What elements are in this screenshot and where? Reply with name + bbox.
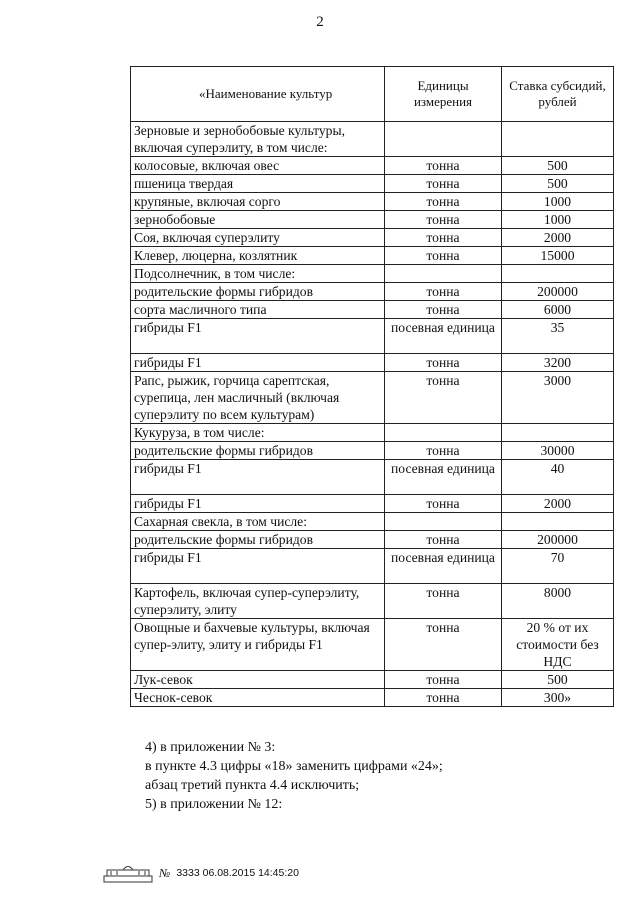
table-row [131, 531, 614, 549]
unit-cell: тонна [385, 175, 502, 193]
rate-cell [502, 424, 614, 442]
table-row [131, 584, 614, 619]
rate-cell: 70 [502, 549, 614, 584]
crop-name-cell: сорта масличного типа [131, 301, 385, 319]
crop-name-cell: Зерновые и зернобобовые культуры, включая суперэлиту, в том числе: [131, 122, 385, 157]
table-row [131, 354, 614, 372]
unit-cell: тонна [385, 247, 502, 265]
crop-name-cell: Соя, включая суперэлиту [131, 229, 385, 247]
table-row [131, 513, 614, 531]
rate-cell: 500 [502, 671, 614, 689]
unit-cell: тонна [385, 442, 502, 460]
rate-cell: 8000 [502, 584, 614, 619]
table-row [131, 424, 614, 442]
table-row [131, 671, 614, 689]
building-logo-icon [103, 862, 153, 884]
crop-name-cell: гибриды F1 [131, 354, 385, 372]
crop-name-cell: Кукуруза, в том числе: [131, 424, 385, 442]
rate-cell: 500 [502, 175, 614, 193]
rate-cell [502, 513, 614, 531]
crop-name-cell: гибриды F1 [131, 549, 385, 584]
rate-cell [502, 122, 614, 157]
table-row [131, 319, 614, 354]
unit-cell: тонна [385, 157, 502, 175]
crop-name-cell: пшеница твердая [131, 175, 385, 193]
crop-name-cell: Овощные и бахчевые культуры, включая супер-элиту, элиту и гибриды F1 [131, 619, 385, 671]
table-row [131, 460, 614, 495]
rate-cell: 6000 [502, 301, 614, 319]
table-row [131, 229, 614, 247]
crop-name-cell: Рапс, рыжик, горчица сарептская, сурепица, лен масличный (включая суперэлиту по всем культурам) [131, 372, 385, 424]
table-row [131, 442, 614, 460]
rate-cell: 15000 [502, 247, 614, 265]
rate-cell: 300» [502, 689, 614, 707]
paragraph: абзац третий пункта 4.4 исключить; [145, 778, 360, 793]
unit-cell: тонна [385, 301, 502, 319]
unit-cell: тонна [385, 531, 502, 549]
header-unit: Единицы измерения [385, 67, 502, 122]
crop-name-cell: гибриды F1 [131, 460, 385, 495]
crop-name-cell: родительские формы гибридов [131, 442, 385, 460]
unit-cell: тонна [385, 584, 502, 619]
paragraph: 5) в приложении № 12: [145, 797, 283, 812]
crop-name-cell: гибриды F1 [131, 495, 385, 513]
paragraph: в пункте 4.3 цифры «18» заменить цифрами «24»; [145, 759, 443, 774]
crop-name-cell: Лук-севок [131, 671, 385, 689]
table-row [131, 122, 614, 157]
crop-name-cell: гибриды F1 [131, 319, 385, 354]
table-row [131, 211, 614, 229]
rate-cell: 30000 [502, 442, 614, 460]
rate-cell: 3000 [502, 372, 614, 424]
crop-name-cell: колосовые, включая овес [131, 157, 385, 175]
rate-cell: 2000 [502, 229, 614, 247]
unit-cell: тонна [385, 372, 502, 424]
crop-name-cell: Клевер, люцерна, козлятник [131, 247, 385, 265]
crop-name-cell: родительские формы гибридов [131, 283, 385, 301]
rate-cell: 2000 [502, 495, 614, 513]
header-rate: Ставка субсидий, рублей [502, 67, 614, 122]
crop-name-cell: Сахарная свекла, в том числе: [131, 513, 385, 531]
crop-name-cell: крупяные, включая сорго [131, 193, 385, 211]
rate-cell: 1000 [502, 211, 614, 229]
table-row [131, 301, 614, 319]
unit-cell: тонна [385, 619, 502, 671]
unit-cell [385, 424, 502, 442]
rate-cell: 200000 [502, 531, 614, 549]
registration-stamp: 3333 06.08.2015 14:45:20 [176, 867, 299, 879]
rate-cell [502, 265, 614, 283]
unit-cell [385, 122, 502, 157]
unit-cell: тонна [385, 671, 502, 689]
table-row [131, 157, 614, 175]
unit-cell: тонна [385, 193, 502, 211]
table-row [131, 549, 614, 584]
rate-cell: 500 [502, 157, 614, 175]
unit-cell: посевная единица [385, 460, 502, 495]
unit-cell [385, 513, 502, 531]
table-header-row [131, 67, 614, 122]
crop-name-cell: Чеснок-севок [131, 689, 385, 707]
subsidy-rates-table [130, 66, 614, 707]
rate-cell: 3200 [502, 354, 614, 372]
crop-name-cell: Подсолнечник, в том числе: [131, 265, 385, 283]
rate-cell: 40 [502, 460, 614, 495]
unit-cell: посевная единица [385, 319, 502, 354]
unit-cell: тонна [385, 689, 502, 707]
number-mark: № [159, 865, 171, 880]
rate-cell: 1000 [502, 193, 614, 211]
amendment-paragraphs [145, 738, 443, 814]
unit-cell: тонна [385, 283, 502, 301]
crop-name-cell: родительские формы гибридов [131, 531, 385, 549]
table-row [131, 619, 614, 671]
header-crop-name: «Наименование культур [131, 67, 385, 122]
unit-cell: посевная единица [385, 549, 502, 584]
table-row [131, 495, 614, 513]
paragraph: 4) в приложении № 3: [145, 740, 276, 755]
table-row [131, 247, 614, 265]
rate-cell: 200000 [502, 283, 614, 301]
document-footer [103, 862, 299, 884]
table-row [131, 265, 614, 283]
table-row [131, 283, 614, 301]
table-row [131, 372, 614, 424]
table-row [131, 175, 614, 193]
unit-cell: тонна [385, 495, 502, 513]
unit-cell: тонна [385, 354, 502, 372]
unit-cell: тонна [385, 211, 502, 229]
rate-cell: 20 % от их стоимости без НДС [502, 619, 614, 671]
unit-cell [385, 265, 502, 283]
table-row [131, 193, 614, 211]
unit-cell: тонна [385, 229, 502, 247]
crop-name-cell: Картофель, включая супер-суперэлиту, суперэлиту, элиту [131, 584, 385, 619]
crop-name-cell: зернобобовые [131, 211, 385, 229]
page-number: 2 [316, 14, 324, 30]
rate-cell: 35 [502, 319, 614, 354]
table-row [131, 689, 614, 707]
